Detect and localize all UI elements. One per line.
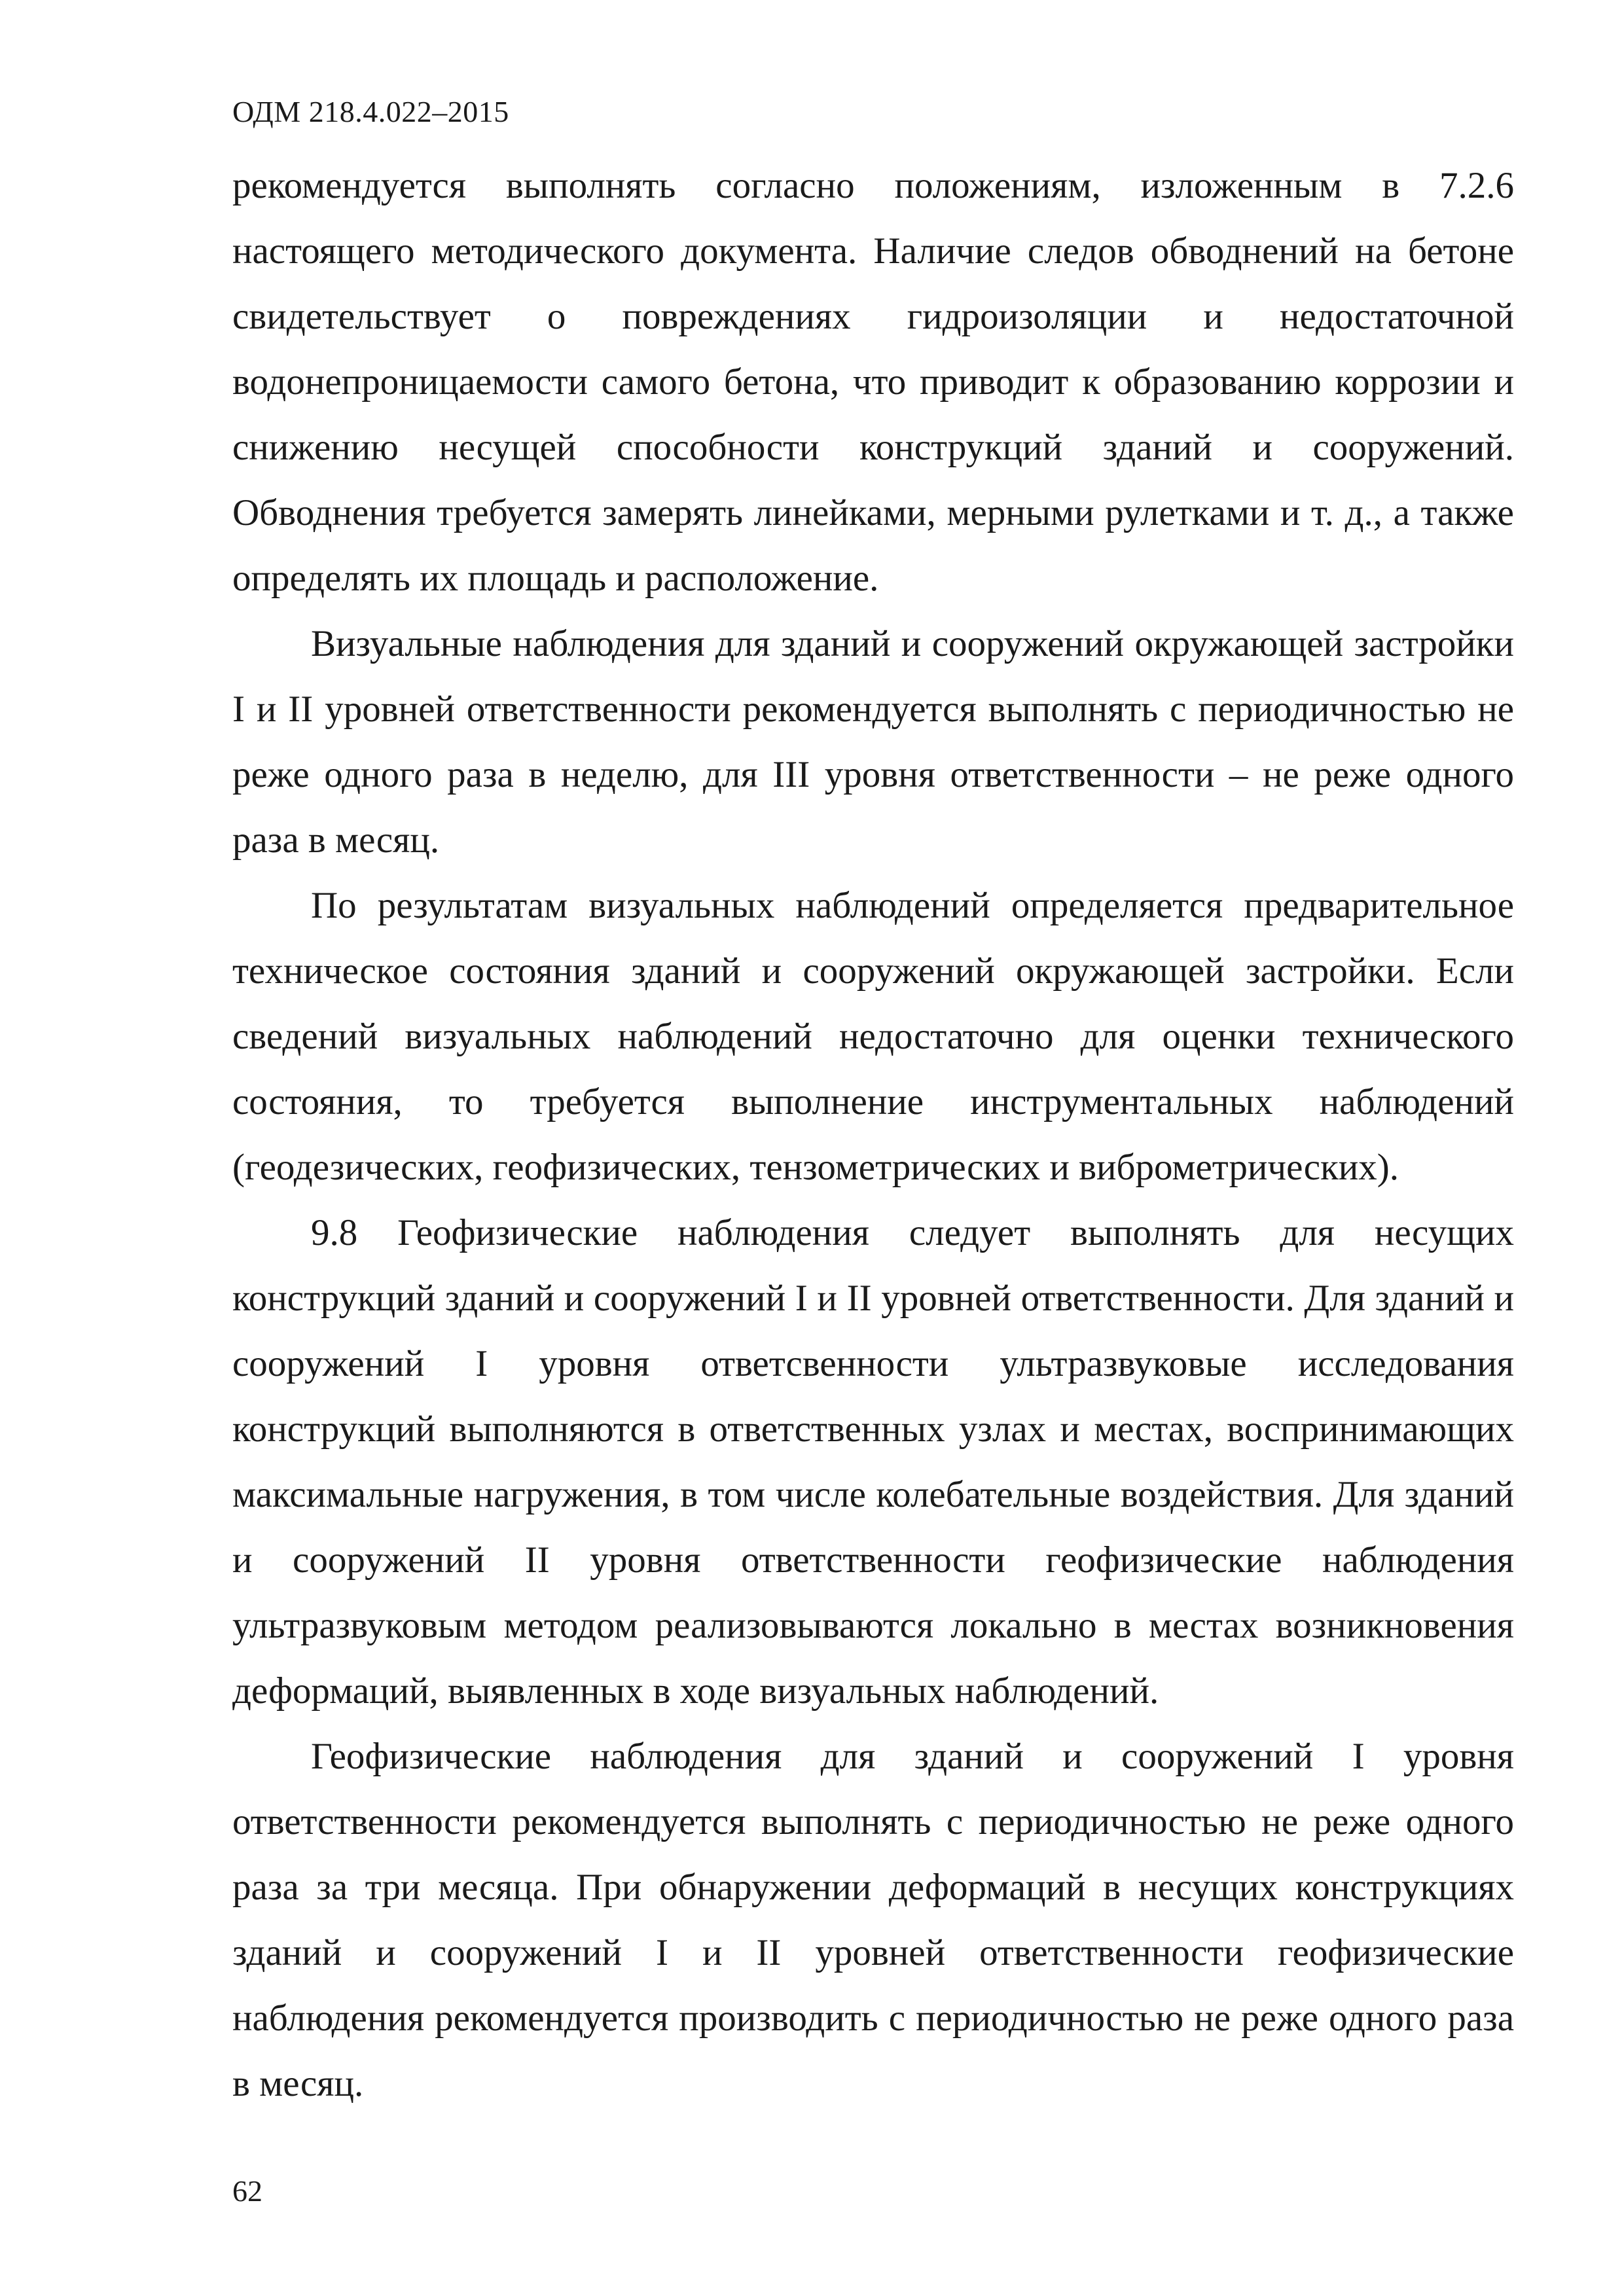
paragraph-visual-observation-results: По результатам визуальных наблюдений определяется предварительное техническое состояния зданий и сооружений окружающей застройки. Если сведений визуальных наблюдений недостаточно для оценки технического состояния, то требуется выполнение инструментальных наблюдений (геодезических, геофизических, тензометрических и виброметрических).	[232, 885, 1514, 1188]
page-number: 62	[232, 2174, 262, 2208]
document-body	[232, 153, 1514, 2117]
paragraph-section-9-8: 9.8 Геофизические наблюдения следует выполнять для несущих конструкций зданий и сооружений I и II уровней ответственности. Для зданий и сооружений I уровня ответсвенности ультразвуковые исследования конструкций выполняются в ответственных узлах и местах, воспринимающих максимальные нагружения, в том числе колебательные воздействия. Для зданий и сооружений II уровня ответственности геофизические наблюдения ультразвуковым методом реализовываются локально в местах возникновения деформаций, выявленных в ходе визуальных наблюдений.	[232, 1212, 1514, 1712]
paragraph-visual-observation-frequency: Визуальные наблюдения для зданий и сооружений окружающей застройки I и II уровней ответственности рекомендуется выполнять с периодичностью не реже одного раза в неделю, для III уровня ответственности – не реже одного раза в месяц.	[232, 623, 1514, 861]
paragraph-geophysical-frequency: Геофизические наблюдения для зданий и сооружений I уровня ответственности рекомендуется выполнять с периодичностью не реже одного раза за три месяца. При обнаружении деформаций в несущих конструкциях зданий и сооружений I и II уровней ответственности геофизические наблюдения рекомендуется производить с периодичностью не реже одного раза в месяц.	[232, 1736, 1514, 2104]
document-code-header: ОДМ 218.4.022–2015	[232, 95, 509, 128]
paragraph-continuation: рекомендуется выполнять согласно положениям, изложенным в 7.2.6 настоящего методического документа. Наличие следов обводнений на бетоне свидетельствует о повреждениях гидроизоляции и недостаточной водонепроницаемости самого бетона, что приводит к образованию коррозии и снижению несущей способности конструкций зданий и сооружений. Обводнения требуется замерять линейками, мерными рулетками и т. д., а также определять их площадь и расположение.	[232, 165, 1514, 599]
